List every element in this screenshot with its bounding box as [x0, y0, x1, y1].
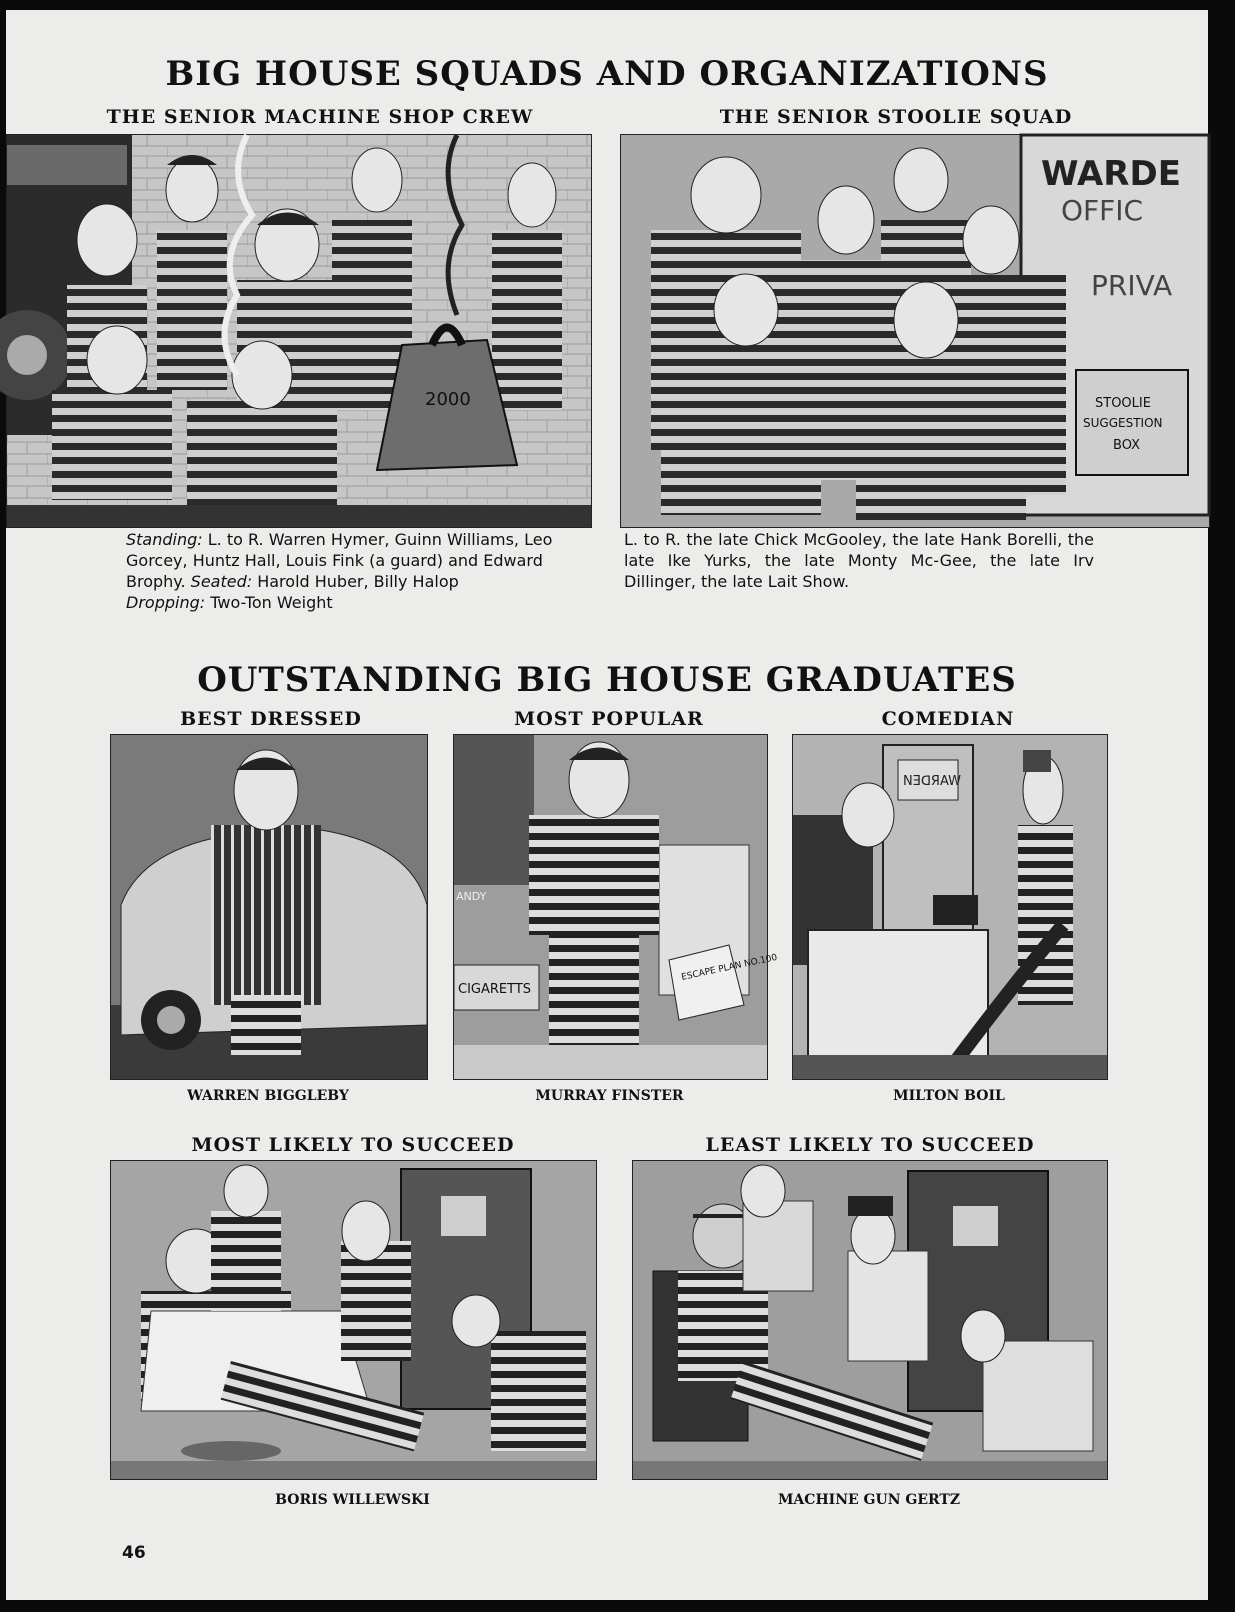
standing-text: L. to R. Warren Hymer, Guinn Williams, Leo Gorcey, Huntz Hall, Louis Fink (a guard) and Edward Brophy. [126, 530, 553, 591]
dropping-text: Two-Ton Weight [205, 593, 333, 612]
comedian-drawing [793, 735, 1107, 1079]
page-number: 46 [122, 1543, 146, 1563]
standing-label: Standing: [126, 530, 203, 549]
box-text-2: SUGGESTION [1083, 416, 1163, 430]
most-likely-illustration [110, 1160, 597, 1480]
dropping-label: Dropping: [126, 593, 206, 612]
warden-door-sign: NƎᗡЯAW [903, 774, 961, 789]
least-likely-illustration [632, 1160, 1108, 1480]
best-dressed-illustration [110, 734, 428, 1080]
graduate-name-boris: BORIS WILLEWSKI [275, 1492, 430, 1508]
machine-shop-drawing [7, 135, 591, 527]
section-title: OUTSTANDING BIG HOUSE GRADUATES [197, 660, 1017, 700]
squad-heading-machine-shop: THE SENIOR MACHINE SHOP CREW [106, 106, 534, 128]
graduate-name-warren: WARREN BIGGLEBY [187, 1088, 349, 1104]
box-text-3: BOX [1113, 438, 1140, 453]
graduate-name-murray: MURRAY FINSTER [535, 1088, 684, 1104]
least-likely-drawing [633, 1161, 1107, 1479]
magazine-page [6, 10, 1208, 1600]
comedian-illustration [792, 734, 1108, 1080]
category-best-dressed: BEST DRESSED [180, 708, 362, 730]
stoolie-caption: L. to R. the late Chick McGooley, the late Hank Borelli, the late Ike Yurks, the late Monty Mc-Gee, the late Irv Dillinger, the late Lait Show. [624, 530, 1094, 591]
machine-shop-crew-illustration [6, 134, 592, 528]
candy-box-text: ANDY [456, 890, 487, 903]
machine-shop-caption [126, 529, 596, 613]
escape-plan-text: ESCAPE PLAN NO.100 [680, 952, 779, 983]
category-comedian: COMEDIAN [881, 708, 1015, 730]
category-most-popular: MOST POPULAR [514, 708, 704, 730]
seated-label: Seated: [190, 572, 253, 591]
cigarettes-box-text: CIGARETTS [458, 982, 532, 997]
stoolie-squad-illustration [620, 134, 1210, 528]
most-popular-illustration [453, 734, 779, 1080]
door-text-1: WARDE [1041, 154, 1181, 194]
graduate-name-gertz: MACHINE GUN GERTZ [777, 1492, 961, 1508]
most-popular-drawing [454, 735, 779, 1079]
seated-text: Harold Huber, Billy Halop [252, 572, 459, 591]
category-least-likely: LEAST LIKELY TO SUCCEED [705, 1134, 1035, 1156]
category-most-likely: MOST LIKELY TO SUCCEED [191, 1134, 515, 1156]
weight-label: 2000 [425, 389, 471, 410]
most-likely-drawing [111, 1161, 596, 1479]
best-dressed-drawing [111, 735, 427, 1079]
door-text-3: PRIVA [1091, 269, 1173, 302]
door-text-2: OFFIC [1061, 194, 1144, 227]
stoolie-squad-drawing [621, 135, 1209, 527]
graduate-name-milton: MILTON BOIL [893, 1088, 1005, 1104]
page-title: BIG HOUSE SQUADS AND ORGANIZATIONS [165, 54, 1049, 94]
squad-heading-stoolie: THE SENIOR STOOLIE SQUAD [719, 106, 1073, 128]
box-text-1: STOOLIE [1095, 396, 1151, 411]
